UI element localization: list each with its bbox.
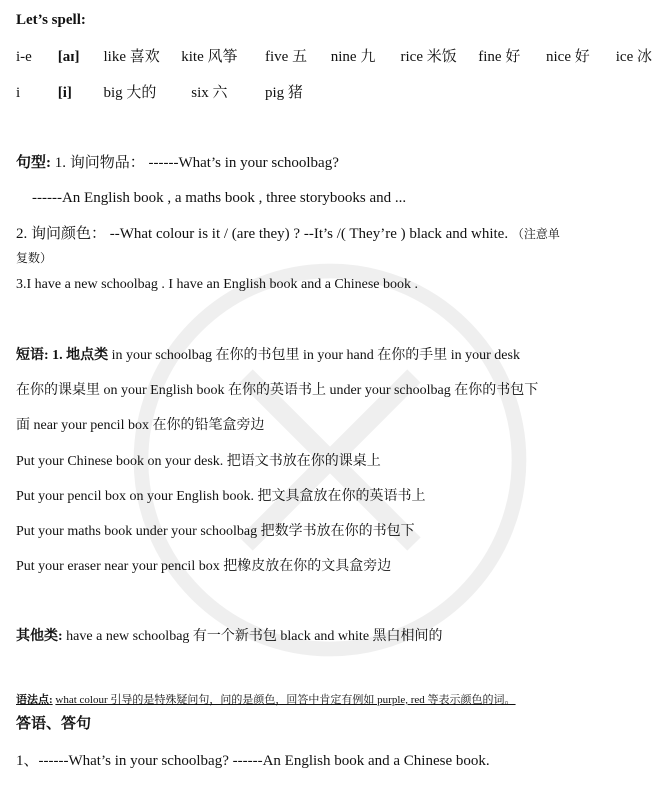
spell-pattern: i [16,85,21,101]
spell-sound: [i] [57,85,72,101]
spell-row-1 [16,47,652,67]
spell-word: rice 米饭 [400,49,457,65]
spell-word: big 大的 [103,85,157,101]
sentence-line-5: 3.I have a new schoolbag . I have an English book and a Chinese book . [16,277,419,292]
others-label: 其他类: [16,629,63,644]
phrases-text: in your schoolbag 在你的书包里 in your hand 在你的手里 in your desk [111,348,520,363]
spell-pattern: i-e [16,49,32,65]
sentence-label: 句型: [16,155,51,171]
spell-word: six 六 [191,85,228,101]
phrases-line-1 [16,346,520,366]
sentence-text: 1. 询问物品： ------What’s in your schoolbag? [54,155,339,171]
spell-word: five 五 [265,49,308,65]
spell-word: fine 好 [478,49,521,65]
spell-word: nine 九 [330,49,376,65]
spell-row-2 [16,83,303,103]
phrases-line-3: 面 near your pencil box 在你的铅笔盒旁边 [16,418,265,433]
sentence-text: 2. 询问颜色： --What colour is it / (are they) ? --It’s /( They’re ) black and white. [16,226,509,242]
spell-word: kite 风筝 [181,49,238,65]
sentence-note-cont: 复数） [16,251,53,265]
phrases-line-4: Put your Chinese book on your desk. 把语文书放在你的课桌上 [16,454,381,469]
grammar-line [16,690,516,710]
phrases-line-2: 在你的课桌里 on your English book 在你的英语书上 under your schoolbag 在你的书包下 [16,383,539,398]
phrases-label: 短语: 1. 地点类 [16,348,109,363]
spell-word: nice 好 [546,49,590,65]
grammar-text: what colour 引导的是特殊疑问句，问的是颜色，回答中肯定有例如 purple, red 等表示颜色的词。 [55,694,516,706]
spell-sound: [aɪ] [57,49,80,65]
spell-word: pig 猪 [265,85,303,101]
sentence-note: （注意单 [511,227,560,241]
phrases-line-6: Put your maths book under your schoolbag 把数学书放在你的书包下 [16,524,415,539]
spell-title: Let’s spell: [16,12,86,28]
phrases-line-7: Put your eraser near your pencil box 把橡皮放在你的文具盒旁边 [16,559,392,574]
sentence-line-3 [16,224,560,244]
spell-word: ice 冰 [615,49,652,65]
answers-line-1: 1、------What’s in your schoolbag? ------An English book and a Chinese book. [16,753,490,769]
others-line [16,627,443,647]
grammar-label: 语法点: [16,694,53,706]
spell-word: like 喜欢 [103,49,160,65]
others-text: have a new schoolbag 有一个新书包 black and white 黑白相间的 [66,629,443,644]
sentence-line-1 [16,153,339,173]
answers-title: 答语、答句 [16,716,92,732]
sentence-line-2: ------An English book , a maths book , three storybooks and ... [32,190,407,206]
phrases-line-5: Put your pencil box on your English book. 把文具盒放在你的英语书上 [16,489,426,504]
